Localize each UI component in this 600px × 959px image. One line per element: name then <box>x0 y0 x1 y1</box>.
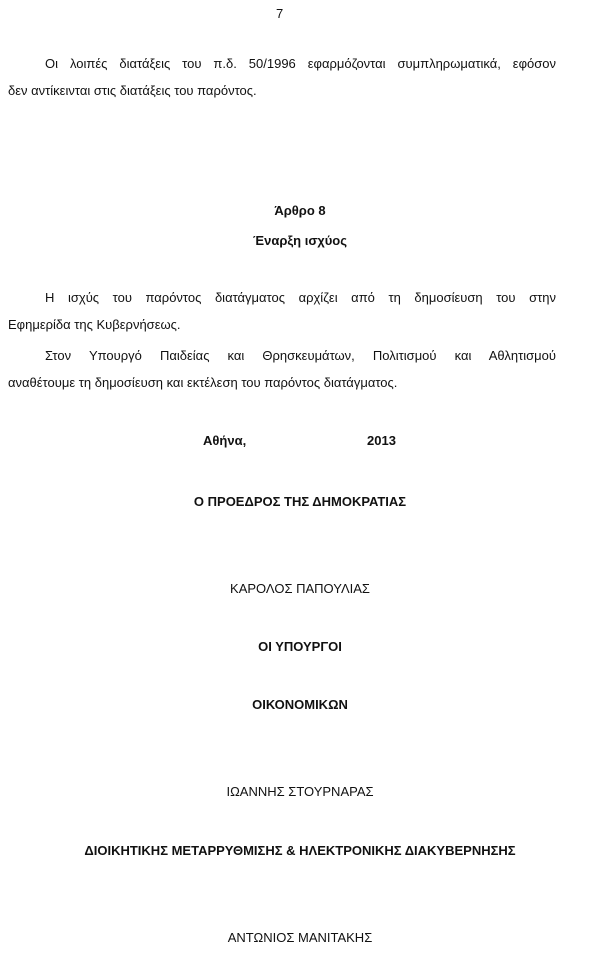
paragraph-supplementary-provisions <box>8 50 556 104</box>
paragraph-line: Η ισχύς του παρόντος διατάγματος αρχίζει από τη δημοσίευση του στην <box>45 290 556 305</box>
ministers-heading: ΟΙ ΥΠΟΥΡΓΟΙ <box>258 639 342 654</box>
paragraph-line: Οι λοιπές διατάξεις του π.δ. 50/1996 εφαρμόζονται συμπληρωματικά, εφόσον <box>45 56 556 71</box>
article-number: Άρθρο 8 <box>274 203 326 218</box>
president-name: ΚΑΡΟΛΟΣ ΠΑΠΟΥΛΙΑΣ <box>230 581 370 596</box>
minister-finance-name: ΙΩΑΝΝΗΣ ΣΤΟΥΡΝΑΡΑΣ <box>226 784 374 799</box>
page-number: 7 <box>276 6 284 21</box>
paragraph-assignment <box>8 342 556 396</box>
paragraph-line: δεν αντίκεινται στις διατάξεις του παρόντος. <box>8 83 257 98</box>
signature-year: 2013 <box>367 433 396 448</box>
president-title: Ο ΠΡΟΕΔΡΟΣ ΤΗΣ ΔΗΜΟΚΡΑΤΙΑΣ <box>193 494 407 509</box>
paragraph-line: Εφημερίδα της Κυβερνήσεως. <box>8 317 181 332</box>
ministry-finance: ΟΙΚΟΝΟΜΙΚΩΝ <box>252 697 348 712</box>
signature-city: Αθήνα, <box>203 433 247 448</box>
ministry-administrative-reform: ΔΙΟΙΚΗΤΙΚΗΣ ΜΕΤΑΡΡΥΘΜΙΣΗΣ & ΗΛΕΚΤΡΟΝΙΚΗΣ ΔΙΑΚΥΒΕΡΝΗΣΗΣ <box>84 843 516 858</box>
minister-administrative-reform-name: ΑΝΤΩΝΙΟΣ ΜΑΝΙΤΑΚΗΣ <box>227 930 373 945</box>
paragraph-line: αναθέτουμε τη δημοσίευση και εκτέλεση του παρόντος διατάγματος. <box>8 375 398 390</box>
article-title: Έναρξη ισχύος <box>253 233 347 248</box>
paragraph-line: Στον Υπουργό Παιδείας και Θρησκευμάτων, Πολιτισμού και Αθλητισμού <box>45 348 556 363</box>
paragraph-entry-into-force <box>8 284 556 338</box>
